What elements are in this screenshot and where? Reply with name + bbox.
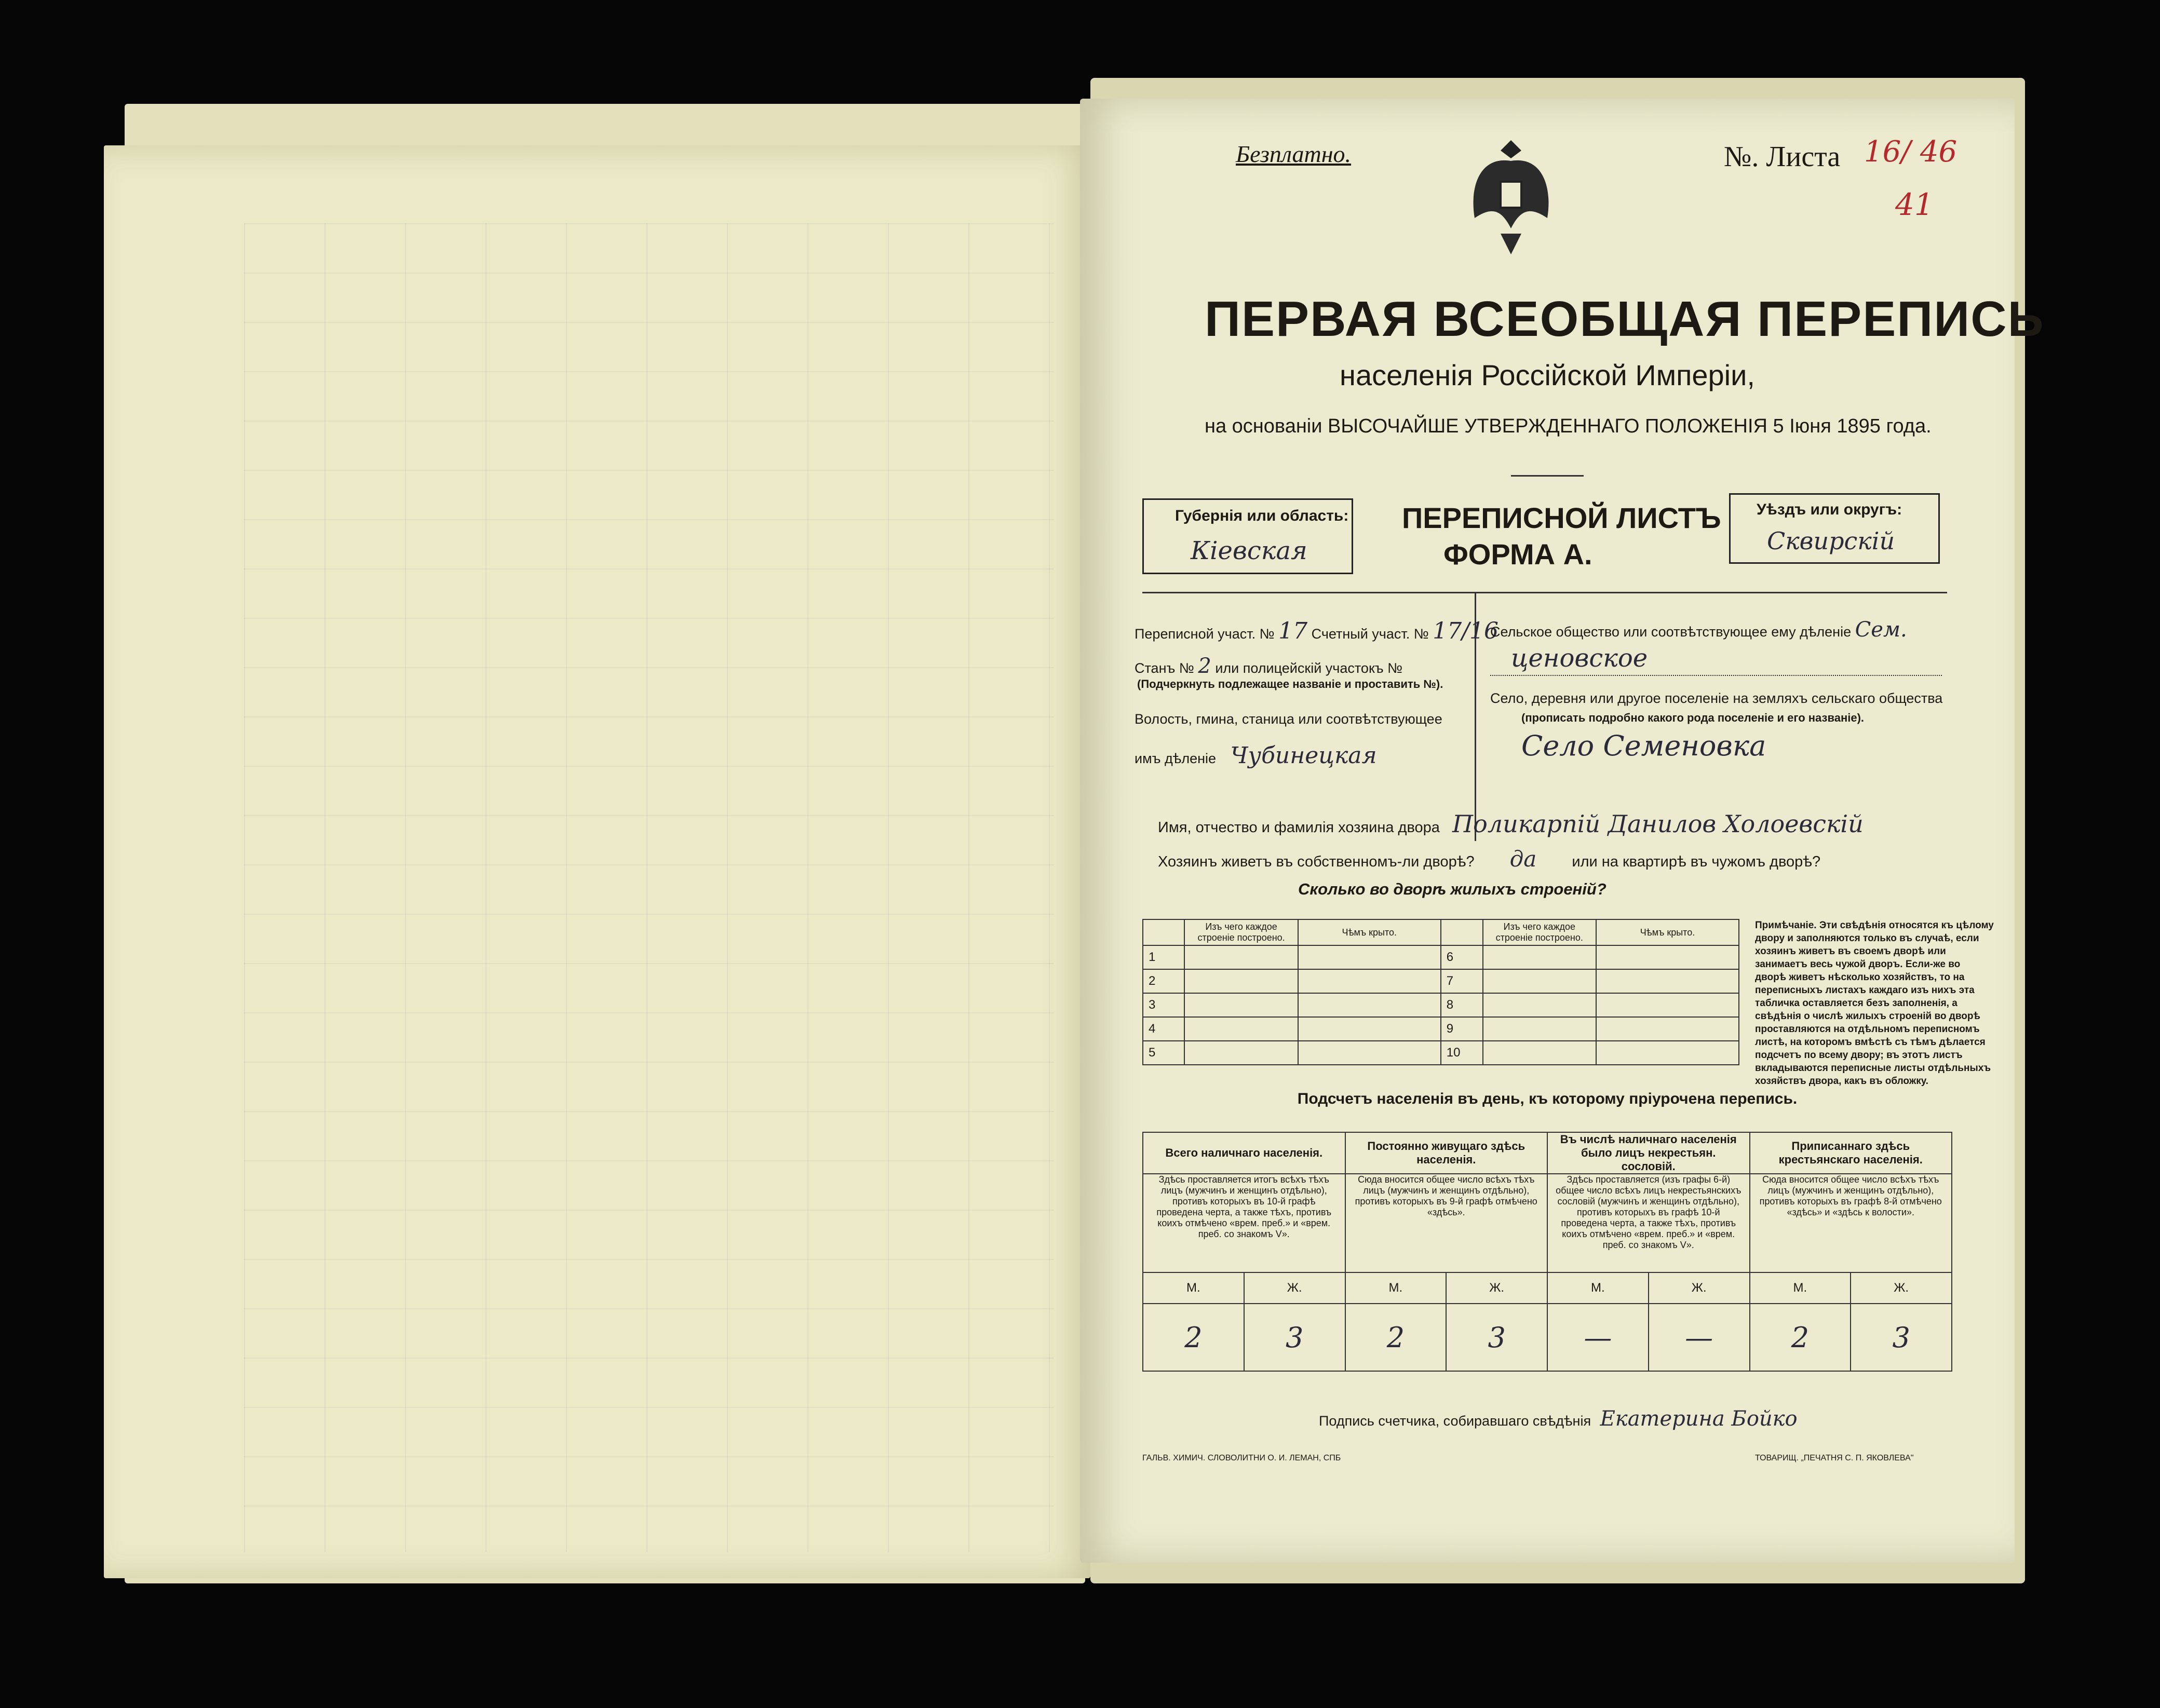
count-col-desc: Здѣсь проставляется итогъ всѣхъ тѣхъ лицъ (мужчинъ и женщинъ отдѣльно), противъ которыхъ въ 10-й графѣ проведена черта, а также тѣхъ, противъ коихъ отмѣчено «врем. преб.» и «врем. преб. со знакомъ V». [1143, 1174, 1345, 1272]
row-number: 9 [1441, 1017, 1483, 1041]
male-label: М. [1750, 1272, 1851, 1304]
count-col-title: Въ числѣ наличнаго населенія было лицъ некрестьян. сословій. [1547, 1132, 1750, 1174]
owner-value: Поликарпій Данилов Холоевскій [1452, 810, 1864, 838]
sheet-number-label: №. Листа [1724, 141, 1841, 173]
count-col-desc: Сюда вносится общее число всѣхъ тѣхъ лицъ (мужчинъ и женщинъ отдѣльно), противъ которыхъ въ графѣ 8-й отмѣчено «здѣсь» и «здѣсь к волости». [1750, 1174, 1952, 1272]
footer-right: ТОВАРИЩ. „ПЕЧАТНЯ С. П. ЯКОВЛЕВА" [1755, 1454, 1914, 1462]
population-count-table [1142, 1132, 1952, 1372]
count-heading: Подсчетъ населенія въ день, къ которому пріурочена перепись. [1297, 1090, 1798, 1107]
male-count: 2 [1143, 1304, 1244, 1371]
district-value: Сквирскій [1767, 527, 1895, 555]
female-label: Ж. [1649, 1272, 1750, 1304]
female-label: Ж. [1446, 1272, 1547, 1304]
census-title: ПЕРВАЯ ВСЕОБЩАЯ ПЕРЕПИСЬ [1205, 291, 2045, 347]
row-number: 1 [1143, 945, 1184, 969]
buildings-table [1142, 919, 1739, 1065]
owner-label: Имя, отчество и фамилія хозяина двора [1158, 819, 1440, 836]
male-count: 2 [1345, 1304, 1447, 1371]
census-subtitle: населенія Россійской Имперіи, [1340, 359, 1755, 391]
row-number: 6 [1441, 945, 1483, 969]
count-col-desc: Сюда вносится общее число всѣхъ тѣхъ лицъ (мужчинъ и женщинъ отдѣльно), противъ которыхъ въ 9-й графѣ отмѣчено «здѣсь». [1345, 1174, 1548, 1272]
male-label: М. [1547, 1272, 1649, 1304]
own-yard-value: да [1509, 846, 1537, 872]
col-roof-header: Чѣмъ крыто. [1298, 919, 1441, 945]
row-number: 7 [1441, 969, 1483, 993]
society-line [1490, 675, 1942, 676]
own-yard-label: Хозяинъ живетъ въ собственномъ-ли дворѣ? [1158, 853, 1475, 870]
stan-value: 2 [1198, 654, 1211, 678]
counting-district-value: 17/16 [1433, 618, 1499, 644]
free-label: Безплатно. [1236, 141, 1352, 167]
footer-left: ГАЛЬВ. ХИМИЧ. СЛОВОЛИТНИ О. И. ЛЕМАН, СПБ [1142, 1454, 1341, 1462]
male-count: — [1547, 1304, 1649, 1371]
male-count: 2 [1750, 1304, 1851, 1371]
row-number: 10 [1441, 1041, 1483, 1065]
female-count: 3 [1446, 1304, 1547, 1371]
signature-label: Подпись счетчика, собиравшаго свѣдѣнія [1319, 1413, 1591, 1429]
count-col-title: Всего наличнаго населенія. [1143, 1132, 1345, 1174]
census-district-value: 17 [1278, 618, 1308, 644]
row-number: 5 [1143, 1041, 1184, 1065]
left-page-bleed-through-grid [244, 223, 1054, 1552]
female-count: 3 [1851, 1304, 1952, 1371]
village-note: (прописать подробно какого рода поселеніе и его названіе). [1521, 711, 1865, 724]
police-label: или полицейскій участокъ № [1215, 660, 1403, 676]
sheet-title: ПЕРЕПИСНОЙ ЛИСТЪ [1402, 501, 1721, 534]
society-value-1: Сем. [1855, 618, 1907, 642]
stan-label: Станъ № [1135, 660, 1194, 676]
society-label: Сельское общество или соотвѣтствующее ему дѣленіе [1490, 624, 1852, 640]
col-material-header-2: Изъ чего каждое строеніе построено. [1483, 919, 1596, 945]
census-basis: на основаніи ВЫСОЧАЙШЕ УТВЕРЖДЕННАГО ПОЛОЖЕНІЯ 5 Іюня 1895 года. [1205, 415, 1932, 437]
count-col-title: Приписаннаго здѣсь крестьянскаго населенія. [1750, 1132, 1952, 1174]
society-value-2: ценовское [1511, 644, 1648, 673]
counting-district-label: Счетный участ. № [1311, 626, 1429, 642]
count-col-desc: Здѣсь проставляется (изъ графы 6-й) общее число всѣхъ лицъ некрестьянскихъ сословій (мужчинъ и женщинъ отдѣльно), противъ которыхъ въ графѣ 10-й проведена черта, а также тѣхъ, противъ коихъ отмѣчено «врем. преб.» и «врем. преб. со знакомъ V». [1547, 1174, 1750, 1272]
village-value: Село Семеновка [1521, 729, 1766, 762]
row-number: 4 [1143, 1017, 1184, 1041]
double-headed-eagle-emblem [1459, 130, 1563, 265]
province-label: Губернія или область: [1175, 507, 1349, 524]
col-roof-header-2: Чѣмъ крыто. [1596, 919, 1739, 945]
male-label: М. [1143, 1272, 1244, 1304]
province-box [1142, 498, 1353, 574]
district-label: Уѣздъ или округъ: [1757, 501, 1902, 518]
signature-value: Екатерина Бойко [1600, 1407, 1798, 1431]
rent-label: или на квартирѣ въ чужомъ дворѣ? [1572, 853, 1821, 870]
count-col-title: Постоянно живущаго здѣсь населенія. [1345, 1132, 1548, 1174]
district-box [1729, 493, 1940, 564]
volost-label-1: Волость, гмина, станица или соотвѣтствующее [1135, 711, 1442, 727]
buildings-note: Примѣчаніе. Эти свѣдѣнія относятся къ цѣлому двору и заполняются только въ случаѣ, если хозяинъ живетъ въ своемъ дворѣ или занимаетъ весь чужой дворъ. Если-же во дворѣ живетъ нѣсколько хозяйствъ, то на переписныхъ листахъ каждаго изъ нихъ эта табличка оставляется безъ заполненія, а свѣдѣнія о числѣ жилыхъ строеній во дворѣ проставляются на отдѣльномъ переписномъ листѣ, на которомъ вмѣстѣ съ тѣмъ дѣлается подсчетъ по всему двору; въ этотъ листъ вкладываются переписные листы отдѣльныхъ хозяйствъ двора, какъ въ обложку. [1755, 920, 1994, 1087]
province-value: Кіевская [1191, 536, 1307, 565]
census-district-label: Переписной участ. № [1135, 626, 1275, 642]
census-form-page [1080, 99, 2045, 1563]
female-count: — [1649, 1304, 1750, 1371]
female-count: 3 [1244, 1304, 1345, 1371]
volost-value: Чубинецкая [1230, 742, 1377, 769]
row-number: 3 [1143, 993, 1184, 1017]
sheet-number-red-mark: 41 [1895, 187, 1934, 222]
section-divider [1142, 592, 1947, 593]
stan-note: (Подчеркнуть подлежащее названіе и проставить №). [1137, 677, 1443, 690]
form-label: ФОРМА А. [1443, 538, 1592, 571]
male-label: М. [1345, 1272, 1447, 1304]
female-label: Ж. [1851, 1272, 1952, 1304]
col-material-header: Изъ чего каждое строеніе построено. [1184, 919, 1298, 945]
row-number: 2 [1143, 969, 1184, 993]
village-label: Село, деревня или другое поселеніе на земляхъ сельскаго общества [1490, 690, 1943, 706]
ornament-divider [1511, 475, 1584, 477]
volost-label-2: имъ дѣленіе [1135, 751, 1217, 766]
female-label: Ж. [1244, 1272, 1345, 1304]
sheet-number-value: 16/ 46 [1864, 135, 1958, 169]
buildings-label: Сколько во дворѣ жилыхъ строеній? [1298, 880, 1607, 898]
row-number: 8 [1441, 993, 1483, 1017]
